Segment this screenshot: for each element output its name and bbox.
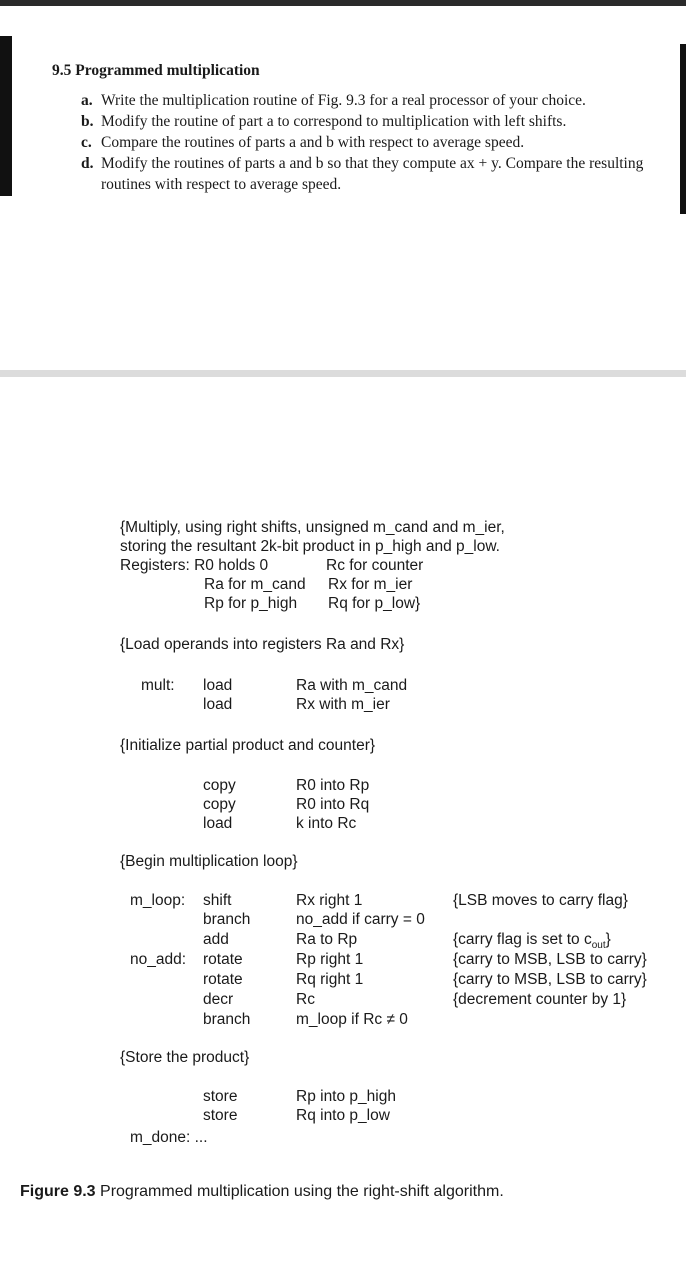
code-op: copy <box>203 796 236 813</box>
header-line-4: Rc for counter <box>326 557 424 574</box>
code-op: load <box>203 815 233 832</box>
figure-caption <box>20 1183 504 1201</box>
part-letter: d. <box>81 155 94 172</box>
part-text: Modify the routines of parts a and b so that they compute ax + y. Compare the resulting routines with respect to average speed. <box>101 155 644 193</box>
code-arg: Rq right 1 <box>296 971 364 988</box>
code-label: m_loop: <box>130 892 186 909</box>
code-op: load <box>203 677 233 694</box>
section-comment-load: {Load operands into registers Ra and Rx} <box>120 636 405 653</box>
code-op: rotate <box>203 951 243 968</box>
code-arg: no_add if carry = 0 <box>296 911 425 928</box>
code-op: add <box>203 931 229 948</box>
code-comment: {decrement counter by 1} <box>453 991 627 1008</box>
code-op: decr <box>203 991 234 1008</box>
part-text: Write the multiplication routine of Fig. 9.3 for a real processor of your choice. <box>101 92 586 109</box>
part-letter: b. <box>81 113 94 130</box>
done-label: m_done: ... <box>130 1129 208 1146</box>
code-op: branch <box>203 1011 251 1028</box>
caption-text: Programmed multiplication using the right-shift algorithm. <box>100 1183 504 1200</box>
section-comment-store: {Store the product} <box>120 1049 250 1066</box>
code-arg: Rq into p_low <box>296 1107 390 1124</box>
code-arg: Ra to Rp <box>296 931 358 948</box>
problem-part-a <box>81 90 662 111</box>
part-text: Compare the routines of parts a and b with respect to average speed. <box>101 134 525 151</box>
header-line-1: {Multiply, using right shifts, unsigned m_cand and m_ier, <box>120 519 505 536</box>
code-op: store <box>203 1088 238 1105</box>
header-line-8: Rq for p_low} <box>328 595 421 612</box>
problem-part-c <box>81 132 662 153</box>
comment-close-brace: } <box>605 931 611 948</box>
code-op: store <box>203 1107 238 1124</box>
part-text: Modify the routine of part a to correspond to multiplication with left shifts. <box>101 113 567 130</box>
problem-part-b <box>81 111 662 132</box>
right-edge-bar <box>680 44 686 214</box>
section-divider <box>0 370 686 377</box>
header-line-6: Rx for m_ier <box>328 576 413 593</box>
header-line-5: Ra for m_cand <box>204 576 306 593</box>
code-op: copy <box>203 777 236 794</box>
code-arg: m_loop if Rc ≠ 0 <box>296 1011 408 1028</box>
code-comment: {carry flag is set to c <box>453 931 592 948</box>
code-arg: R0 into Rp <box>296 777 370 794</box>
header-line-7: Rp for p_high <box>204 595 298 612</box>
code-arg: Rx right 1 <box>296 892 363 909</box>
part-letter: a. <box>81 92 93 109</box>
code-arg: Rx with m_ier <box>296 696 390 713</box>
section-comment-loop: {Begin multiplication loop} <box>120 853 298 870</box>
top-edge-bar <box>0 0 686 6</box>
code-arg: k into Rc <box>296 815 357 832</box>
code-op: branch <box>203 911 251 928</box>
problem-block <box>52 60 662 195</box>
code-comment: {LSB moves to carry flag} <box>453 892 628 909</box>
left-edge-bar <box>0 36 12 196</box>
code-comment: {carry to MSB, LSB to carry} <box>453 951 647 968</box>
code-op: load <box>203 696 233 713</box>
code-comment: {carry to MSB, LSB to carry} <box>453 971 647 988</box>
code-arg: Rp into p_high <box>296 1088 396 1105</box>
caption-label: Figure 9.3 <box>20 1183 96 1200</box>
code-arg: R0 into Rq <box>296 796 370 813</box>
code-op: rotate <box>203 971 243 988</box>
code-label: mult: <box>141 677 175 694</box>
code-label: no_add: <box>130 951 187 968</box>
cout-subscript: out <box>591 940 606 952</box>
header-line-2: storing the resultant 2k-bit product in p_high and p_low. <box>120 538 500 555</box>
section-comment-init: {Initialize partial product and counter} <box>120 737 376 754</box>
problem-title: 9.5 Programmed multiplication <box>52 62 260 79</box>
header-line-3: Registers: R0 holds 0 <box>120 557 269 574</box>
code-arg: Rc <box>296 991 315 1008</box>
problem-part-d <box>81 153 662 195</box>
code-arg: Rp right 1 <box>296 951 364 968</box>
part-letter: c. <box>81 134 92 151</box>
problem-parts <box>81 90 662 195</box>
code-arg: Ra with m_cand <box>296 677 408 694</box>
code-op: shift <box>203 892 232 909</box>
